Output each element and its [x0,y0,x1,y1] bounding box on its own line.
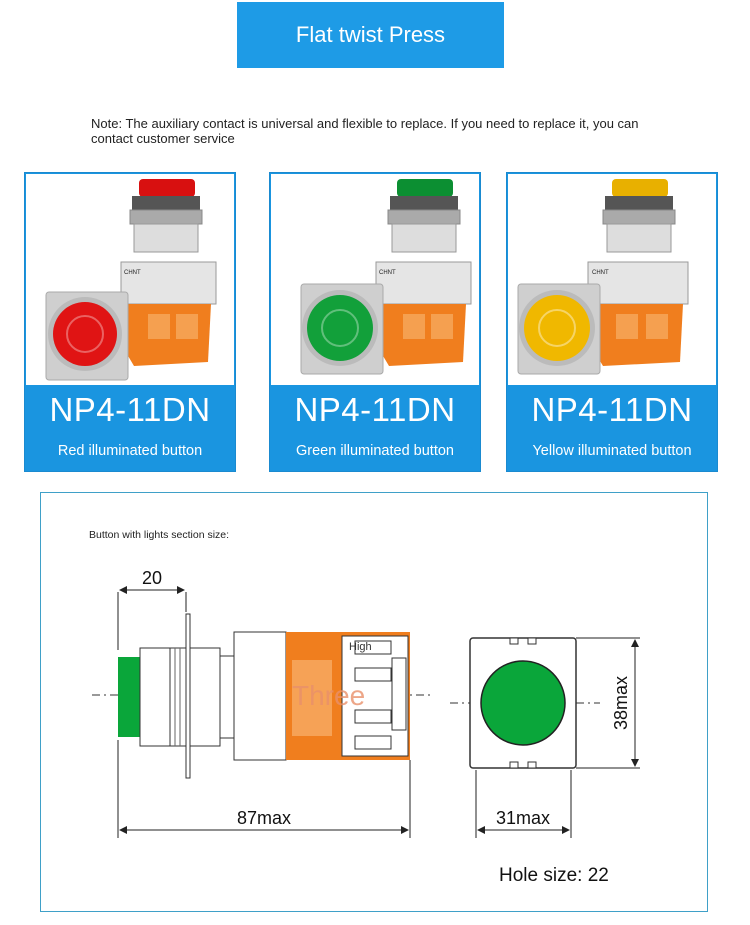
label-three: Three [292,680,366,711]
brand-label: CHNT [379,270,396,276]
button-head [118,657,140,737]
dim-total-length: 87max [236,808,292,828]
product-model: NP4-11DN [294,391,456,428]
hole-size: Hole size: 22 [499,865,609,886]
label-high: High [349,641,372,653]
dim-width: 31max [495,808,551,828]
dim-button-depth: 20 [141,568,163,588]
brand-label: CHNT [592,270,609,276]
dim-height: 38max [611,675,631,731]
diagram-caption: Button with lights section size: [89,529,230,541]
brand-label: CHNT [124,270,141,276]
product-model: NP4-11DN [531,391,693,428]
note-text: Note: The auxiliary contact is universal and flexible to replace. If you need to replace it, you can contact customer service [91,116,639,146]
button-face [481,661,565,745]
product-description: Yellow illuminated button [532,443,692,459]
page-title: Flat twist Press [295,22,446,47]
product-description: Red illuminated button [57,443,203,459]
product-model: NP4-11DN [49,391,211,428]
product-description: Green illuminated button [296,443,454,459]
